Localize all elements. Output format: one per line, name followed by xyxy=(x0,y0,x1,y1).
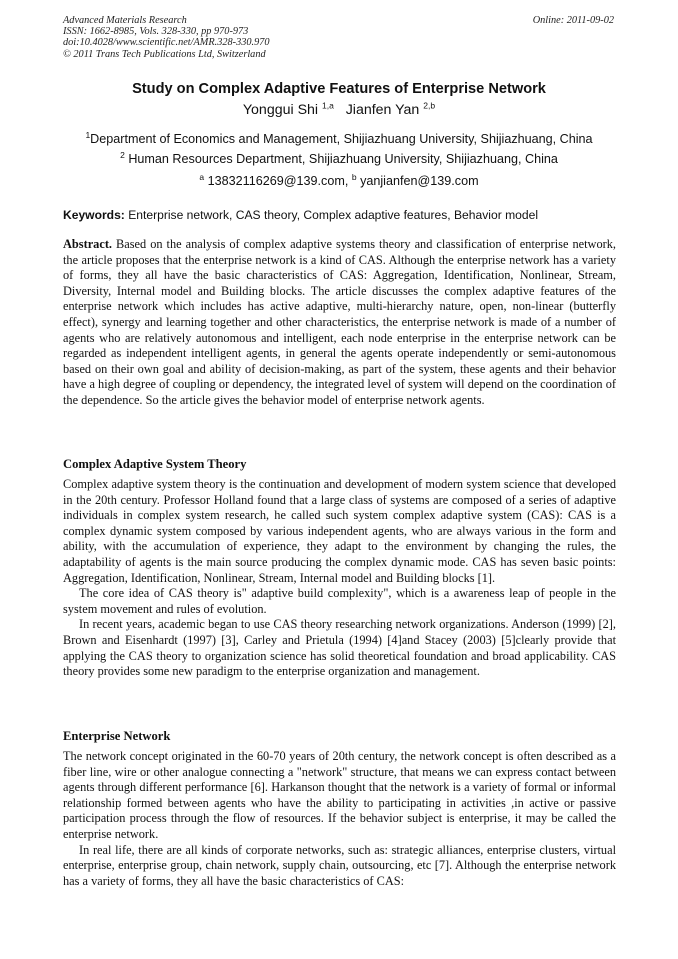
paragraph: Complex adaptive system theory is the continuation and development of modern system science that developed in the 20th century. Professor Holland found that a large class of systems are composed of a series of adaptive individuals in complex system research, he called such system complex adaptive system (CAS): CAS is a complex dynamic system composed by various independent agents, who are always various in the form and ability, with the accumulation of experience, they adapt to the environment by changing the rules, the adaptability of agents is the main source producing the complex dynamic mode. CAS has seven basic points: Aggregation, Identification, Nonlinear, Stream, Internal model and Building blocks [1]. xyxy=(63,477,616,585)
author-list xyxy=(0,100,678,120)
keywords xyxy=(63,207,616,223)
keywords-label: Keywords: xyxy=(63,208,125,222)
author-name: Jianfen Yan xyxy=(345,102,420,118)
paragraph: In real life, there are all kinds of corporate networks, such as: strategic alliances, enterprise clusters, virtual enterprise, enterprise group, chain network, supply chain, outsourcing, etc [7]. Although the enterprise network has a variety of forms, they all have the basic characteristics of CAS: xyxy=(63,842,616,888)
email-marker: a xyxy=(199,171,205,182)
affiliation-text: Department of Economics and Management, Shijiazhuang University, Shijiazhuang, China xyxy=(90,132,593,146)
section-heading: Complex Adaptive System Theory xyxy=(63,457,247,471)
section-heading: Enterprise Network xyxy=(63,729,171,743)
email-marker: b xyxy=(351,171,357,182)
author-emails xyxy=(0,173,678,189)
copyright-line: © 2011 Trans Tech Publications Ltd, Switzerland xyxy=(63,48,266,60)
author-name: Yonggui Shi xyxy=(242,102,319,118)
section-body xyxy=(63,477,616,680)
affiliation-text: Human Resources Department, Shijiazhuang University, Shijiazhuang, China xyxy=(128,152,558,166)
paragraph: The core idea of CAS theory is" adaptive build complexity", which is a awareness leap of people in the system movement and rules of evolution. xyxy=(63,586,616,616)
section-body xyxy=(63,749,616,889)
journal-name: Advanced Materials Research xyxy=(63,15,187,26)
email-address: 13832116269@139.com, xyxy=(207,174,349,188)
issn-line: ISSN: 1662-8985, Vols. 328-330, pp 970-973 xyxy=(63,26,249,38)
affiliation-2 xyxy=(0,151,678,167)
affiliation-1 xyxy=(0,131,678,147)
abstract-label: Abstract. xyxy=(63,237,113,251)
paper-title: Study on Complex Adaptive Features of Enterprise Network xyxy=(132,81,546,97)
abstract xyxy=(63,237,616,409)
doi-line: doi:10.4028/www.scientific.net/AMR.328-330.970 xyxy=(63,37,270,49)
author-superscript: 1,a xyxy=(322,100,334,111)
affiliation-marker: 2 xyxy=(120,149,125,160)
online-date: Online: 2011-09-02 xyxy=(532,15,614,26)
running-header xyxy=(63,15,270,60)
abstract-text: Based on the analysis of complex adaptive systems theory and classification of enterprise network, the article proposes that the enterprise network is a kind of CAS. Although the enterprise network has a variety of forms, they all have the basic characteristics of CAS: Aggregation, Identification, Nonlinear, Stream, Diversity, Internal model and Building blocks. The article discusses the complex adaptive features of the enterprise network which includes has active adaptive, multi-hierarchy nature, open, non-linear (butterfly effect), synergy and learning together and other characteristics, the enterprise network is made of a number of agents who are relatively autonomous and intelligent, each node enterprise in the enterprise network can be regarded as independent intelligent agents, in general the agents operate independently or semi-autonomous based on their own goal and ability of decision-making, as part of the system, these agents and their behavior have a high degree of coupling or dependency, the integrated level of system will depend on the coordination of the dependence. So the article gives the behavior model of enterprise network agents. xyxy=(63,237,616,407)
paragraph: In recent years, academic began to use CAS theory researching network organizations. Anderson (1999) [2], Brown and Eisenhardt (1997) [3], Carley and Prietula (1994) [4]and Stacey (2003) [5]clearly provide that applying the CAS theory to organization science has solid theoretical foundation and broad applicability. CAS theory provides some new paradigm to the enterprise organization and management. xyxy=(63,617,616,679)
paragraph: The network concept originated in the 60-70 years of 20th century, the network concept is often described as a fiber line, wire or other analogue connecting a "network" structure, that means we can express contact between agents through different performance [6]. Harkanson thought that the network is a variety of formal or informal relationship formed between agents who have the ability to participating in activities ,in active or passive participation process through the flow of resources. If the behavior subject is enterprise, it may be called the enterprise network. xyxy=(63,749,616,841)
affiliation-marker: 1 xyxy=(85,129,91,140)
email-address: yanjianfen@139.com xyxy=(360,174,479,188)
keywords-text: Enterprise network, CAS theory, Complex adaptive features, Behavior model xyxy=(128,208,539,222)
author-superscript: 2,b xyxy=(423,100,436,111)
